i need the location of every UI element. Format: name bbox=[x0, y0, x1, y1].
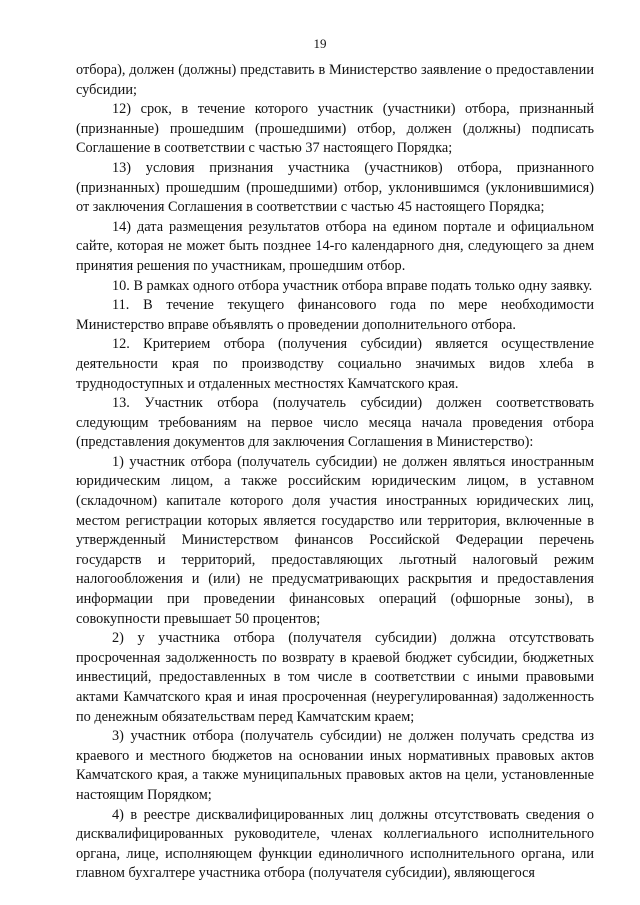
paragraph: отбора), должен (должны) представить в Министерство заявление о предоставлении субсидии; bbox=[76, 62, 594, 98]
paragraph: 2) у участника отбора (получателя субсидии) должна отсутствовать просроченная задолженность по возврату в краевой бюджет субсидии, бюджетных инвестиций, предоставленных в том числе в соответствии с иными правовыми актами Камчатского края и иная просроченная (неурегулированная) задолженность по денежным обязательствам перед Камчатским краем; bbox=[76, 630, 594, 725]
paragraph: 1) участник отбора (получатель субсидии) не должен являться иностранным юридическим лицом, а также российским юридическим лицом, в уставном (складочном) капитале которого доля участия иностранных юридических лиц, местом регистрации которых является государство или территория, включенные в утвержденный Министерством финансов Российской Федерации перечень государств и территорий, предоставляющих льготный налоговый режим налогообложения и (или) не предусматривающих раскрытия и предоставления информации при проведении финансовых операций (офшорные зоны), в совокупности превышает 50 процентов; bbox=[76, 453, 594, 627]
paragraph: 3) участник отбора (получатель субсидии) не должен получать средства из краевого и местного бюджетов на основании иных нормативных правовых актов Камчатского края, а также муниципальных правовых актов на цели, установленные настоящим Порядком; bbox=[76, 728, 594, 803]
page-number: 19 bbox=[313, 36, 327, 51]
paragraph: 10. В рамках одного отбора участник отбора вправе подать только одну заявку. bbox=[112, 277, 593, 294]
paragraph: 14) дата размещения результатов отбора на едином портале и официальном сайте, которая не может быть позднее 14-го календарного дня, следующего за днем принятия решения по участникам, прошедшим отбор. bbox=[76, 218, 594, 274]
document-body bbox=[76, 61, 594, 884]
paragraph: 4) в реестре дисквалифицированных лиц должны отсутствовать сведения о дисквалифицированных руководителе, членах коллегиального исполнительного органа, лице, исполняющем функции единоличного исполнительного органа, или главном бухгалтере участника отбора (получателя субсидии), являющегося bbox=[76, 806, 594, 882]
paragraph: 12) срок, в течение которого участник (участники) отбора, признанный (признанные) прошедшим (прошедшими) отбор, должен (должны) подписать Соглашение в соответствии с частью 37 настоящего Порядка; bbox=[76, 101, 594, 157]
paragraph: 12. Критерием отбора (получения субсидии) является осуществление деятельности края по производству социально значимых видов хлеба в труднодоступных и отдаленных местностях Камчатского края. bbox=[76, 336, 594, 392]
paragraph: 13) условия признания участника (участников) отбора, признанного (признанных) прошедшим (прошедшими) отбор, уклонившимся (уклонившимися) от заключения Соглашения в соответствии с частью 45 настоящего Порядка; bbox=[76, 159, 594, 216]
paragraph: 13. Участник отбора (получатель субсидии) должен соответствовать следующим требованиям на первое число месяца начала проведения отбора (представления документов для заключения Соглашения в Министерство): bbox=[76, 395, 594, 451]
paragraph: 11. В течение текущего финансового года по мере необходимости Министерство вправе объявлять о проведении дополнительного отбора. bbox=[76, 297, 594, 333]
